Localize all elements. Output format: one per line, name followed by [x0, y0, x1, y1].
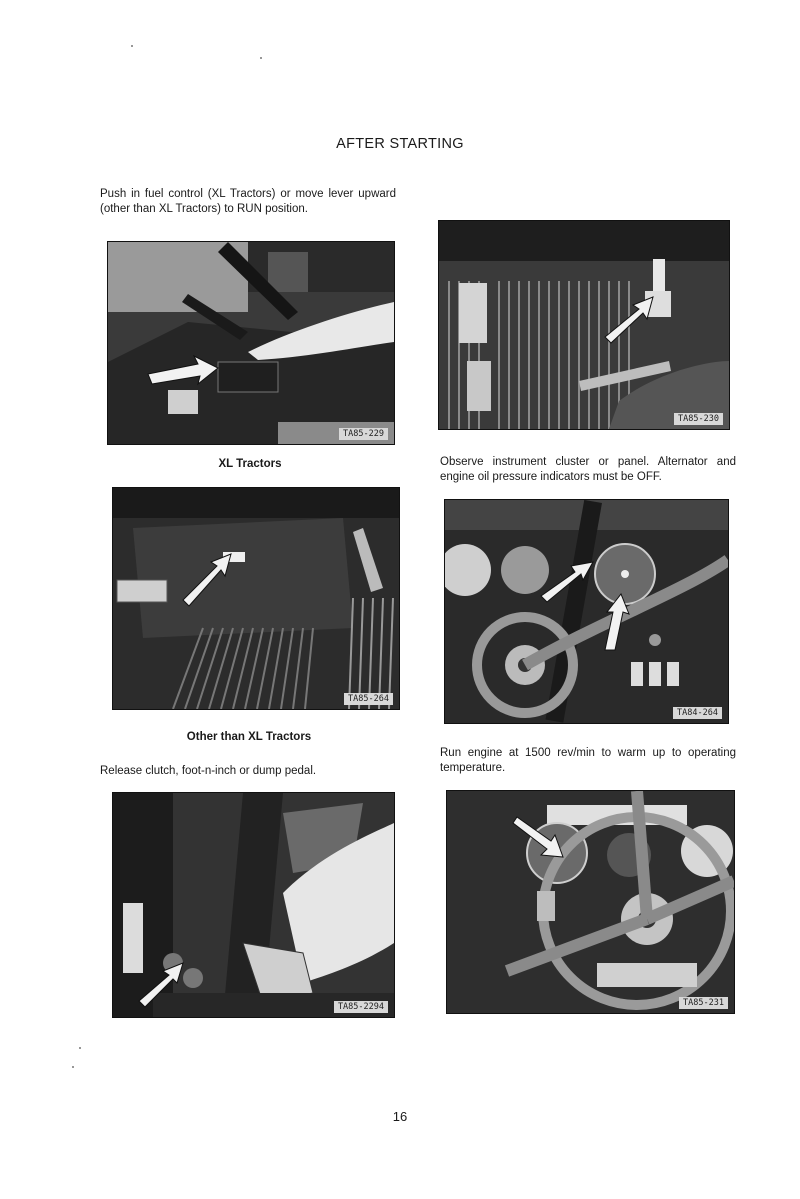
caption-xl-tractors: XL Tractors — [218, 458, 282, 470]
fuel-control-instruction: Push in fuel control (XL Tractors) or move lever upward (other than XL Tractors) to RUN position. — [100, 188, 396, 215]
caption-other-than-xl-tractors: Other than XL Tractors — [186, 731, 312, 743]
photo-code: TA85-230 — [674, 413, 723, 425]
photo-xl-fuel-control — [107, 241, 395, 445]
observe-instruments-instruction: Observe instrument cluster or panel. Alternator and engine oil pressure indicators must be OFF. — [440, 456, 736, 483]
scan-speck — [131, 45, 133, 47]
photo-release-clutch — [112, 792, 395, 1018]
photo-warm-up-gauge — [446, 790, 735, 1014]
scan-speck — [79, 1047, 81, 1049]
photo-image — [439, 221, 729, 429]
photo-image — [447, 791, 734, 1013]
warm-up-instruction: Run engine at 1500 rev/min to warm up to operating temperature. — [440, 747, 736, 774]
photo-code: TA85-229 — [339, 428, 388, 440]
photo-code: TA84-264 — [673, 707, 722, 719]
scan-speck — [260, 57, 262, 59]
photo-code: TA85-264 — [344, 693, 393, 705]
photo-code: TA85-231 — [679, 997, 728, 1009]
scan-speck — [72, 1066, 74, 1068]
photo-other-fuel-lever — [112, 487, 400, 710]
photo-fuel-pedal-area — [438, 220, 730, 430]
photo-instrument-cluster — [444, 499, 729, 724]
photo-code: TA85-2294 — [334, 1001, 388, 1013]
release-clutch-instruction: Release clutch, foot-n-inch or dump pedal. — [100, 765, 317, 777]
photo-image — [113, 793, 394, 1017]
photo-image — [445, 500, 728, 723]
page-number: 16 — [392, 1109, 408, 1124]
photo-image — [113, 488, 399, 709]
photo-image — [108, 242, 394, 444]
page-title: AFTER STARTING — [336, 136, 464, 152]
